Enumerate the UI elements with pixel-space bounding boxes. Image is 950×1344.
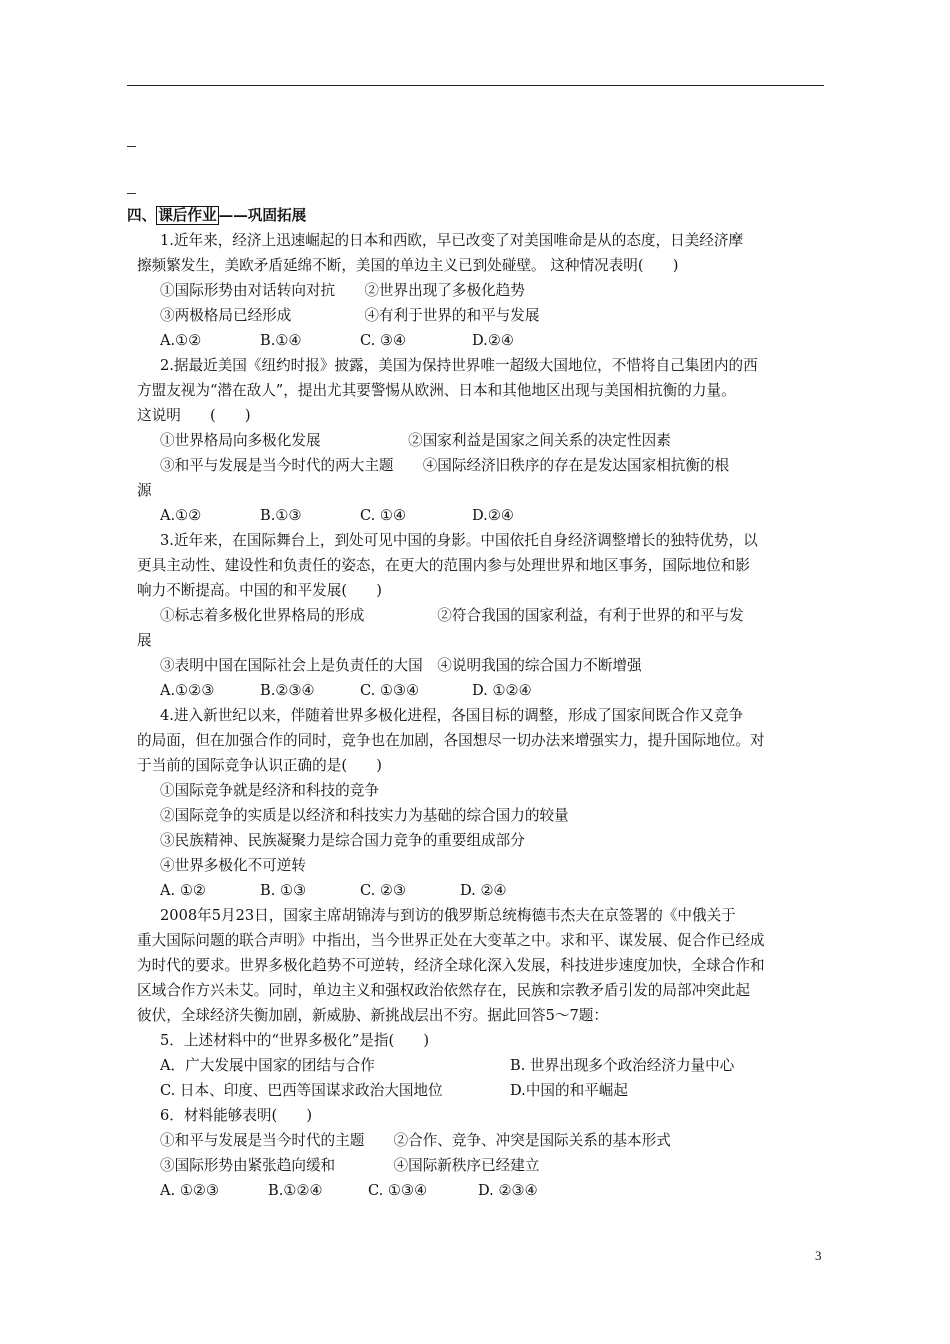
option: A.①②	[160, 332, 202, 349]
answer-options	[137, 1178, 827, 1203]
option: B.①④	[260, 332, 302, 349]
question-text: 这说明 ( )	[137, 407, 251, 424]
option: D. ②③④	[478, 1182, 538, 1199]
statement: ①世界格局向多极化发展 ②国家利益是国家之间关系的决定性因素	[160, 432, 671, 449]
page-number: 3	[815, 1248, 822, 1263]
statement: 展	[137, 632, 152, 649]
option: B.①③	[260, 507, 302, 524]
question-text: 5．上述材料中的“世界多极化”是指( )	[160, 1032, 430, 1049]
statement: ③国际形势由紧张趋向缓和 ④国际新秩序已经建立	[160, 1157, 540, 1174]
question-text: 3.近年来，在国际舞台上，到处可见中国的身影。中国依托自身经济调整增长的独特优势，以	[160, 532, 758, 549]
answer-options	[137, 678, 827, 703]
option: B. 世界出现多个政治经济力量中心	[510, 1057, 735, 1074]
material-text: 为时代的要求。世界多极化趋势不可逆转，经济全球化深入发展，科技进步速度加快，全球合作和	[137, 957, 765, 974]
option: A.①②③	[160, 682, 215, 699]
option: D.②④	[472, 507, 514, 524]
question-text: 响力不断提高。中国的和平发展( )	[137, 582, 382, 599]
option: B.②③④	[260, 682, 315, 699]
option: C. 日本、印度、巴西等国谋求政治大国地位	[160, 1082, 443, 1099]
answer-options	[137, 503, 827, 528]
question-text: 6．材料能够表明( )	[160, 1107, 313, 1124]
option: C. ③④	[360, 332, 407, 349]
statement: ③和平与发展是当今时代的两大主题 ④国际经济旧秩序的存在是发达国家相抗衡的根	[160, 457, 730, 474]
question-text: 2.据最近美国《纽约时报》披露，美国为保持世界唯一超级大国地位，不惜将自己集团内的西	[160, 357, 758, 374]
option: A. ①②③	[160, 1182, 220, 1199]
statement: ②国际竞争的实质是以经济和科技实力为基础的综合国力的较量	[160, 807, 569, 824]
material-text: 彼伏，全球经济失衡加剧，新威胁、新挑战层出不穷。据此回答5～7题：	[137, 1007, 608, 1024]
statement: ①标志着多极化世界格局的形成 ②符合我国的国家利益，有利于世界的和平与发	[160, 607, 744, 624]
statement: ③表明中国在国际社会上是负责任的大国 ④说明我国的综合国力不断增强	[160, 657, 642, 674]
question-text: 4.进入新世纪以来，伴随着世界多极化进程，各国目标的调整，形成了国家间既合作又竞争	[160, 707, 744, 724]
material-text: 区域合作方兴未艾。同时，单边主义和强权政治依然存在，民族和宗教矛盾引发的局部冲突此起	[137, 982, 750, 999]
statement: ①国际形势由对话转向对抗 ②世界出现了多极化趋势	[160, 282, 525, 299]
answer-options	[137, 1053, 827, 1078]
option: D. ①②④	[472, 682, 532, 699]
question-text: 更具主动性、建设性和负责任的姿态，在更大的范围内参与处理世界和地区事务，国际地位和影	[137, 557, 750, 574]
statement: ③两极格局已经形成 ④有利于世界的和平与发展	[160, 307, 540, 324]
question-text: 擦频繁发生，美欧矛盾延绵不断，美国的单边主义已到处碰壁。 这种情况表明( )	[137, 257, 679, 274]
statement: ④世界多极化不可逆转	[160, 857, 306, 874]
option: B.①②④	[268, 1182, 323, 1199]
statement: ③民族精神、民族凝聚力是综合国力竞争的重要组成部分	[160, 832, 525, 849]
blank-mark	[127, 193, 136, 194]
boxed-title: 课后作业	[158, 207, 217, 224]
statement: ①和平与发展是当今时代的主题 ②合作、竞争、冲突是国际关系的基本形式	[160, 1132, 671, 1149]
option: C. ②③	[360, 882, 407, 899]
option: A．广大发展中国家的团结与合作	[160, 1057, 375, 1074]
material-text: 2008年5月23日，国家主席胡锦涛与到访的俄罗斯总统梅德韦杰夫在京签署的《中俄关于	[160, 907, 736, 924]
option: A. ①②	[160, 882, 206, 899]
material-text: 重大国际问题的联合声明》中指出，当今世界正处在大变革之中。求和平、谋发展、促合作已经成	[137, 932, 765, 949]
answer-options	[137, 328, 827, 353]
section-heading: 四、 课后作业 ——巩固拓展	[127, 207, 307, 224]
question-text: 1.近年来，经济上迅速崛起的日本和西欧，早已改变了对美国唯命是从的态度，日美经济摩	[160, 232, 744, 249]
statement: ①国际竞争就是经济和科技的竞争	[160, 782, 379, 799]
option: D.②④	[472, 332, 514, 349]
question-text: 方盟友视为“潜在敌人”，提出尤其要警惕从欧洲、日本和其他地区出现与美国相抗衡的力量。	[137, 382, 736, 399]
question-text: 的局面，但在加强合作的同时，竞争也在加剧，各国想尽一切办法来增强实力，提升国际地位。对	[137, 732, 765, 749]
option: D.中国的和平崛起	[510, 1082, 628, 1099]
answer-options	[137, 1078, 827, 1103]
document-body	[127, 203, 827, 1203]
option: A.①②	[160, 507, 202, 524]
statement: 源	[137, 482, 152, 499]
question-text: 于当前的国际竞争认识正确的是( )	[137, 757, 382, 774]
option: D. ②④	[460, 882, 507, 899]
header-rule	[127, 85, 824, 86]
option: B. ①③	[260, 882, 307, 899]
option: C. ①④	[360, 507, 407, 524]
blank-mark	[127, 146, 136, 147]
option: C. ①③④	[368, 1182, 428, 1199]
option: C. ①③④	[360, 682, 420, 699]
answer-options	[137, 878, 827, 903]
